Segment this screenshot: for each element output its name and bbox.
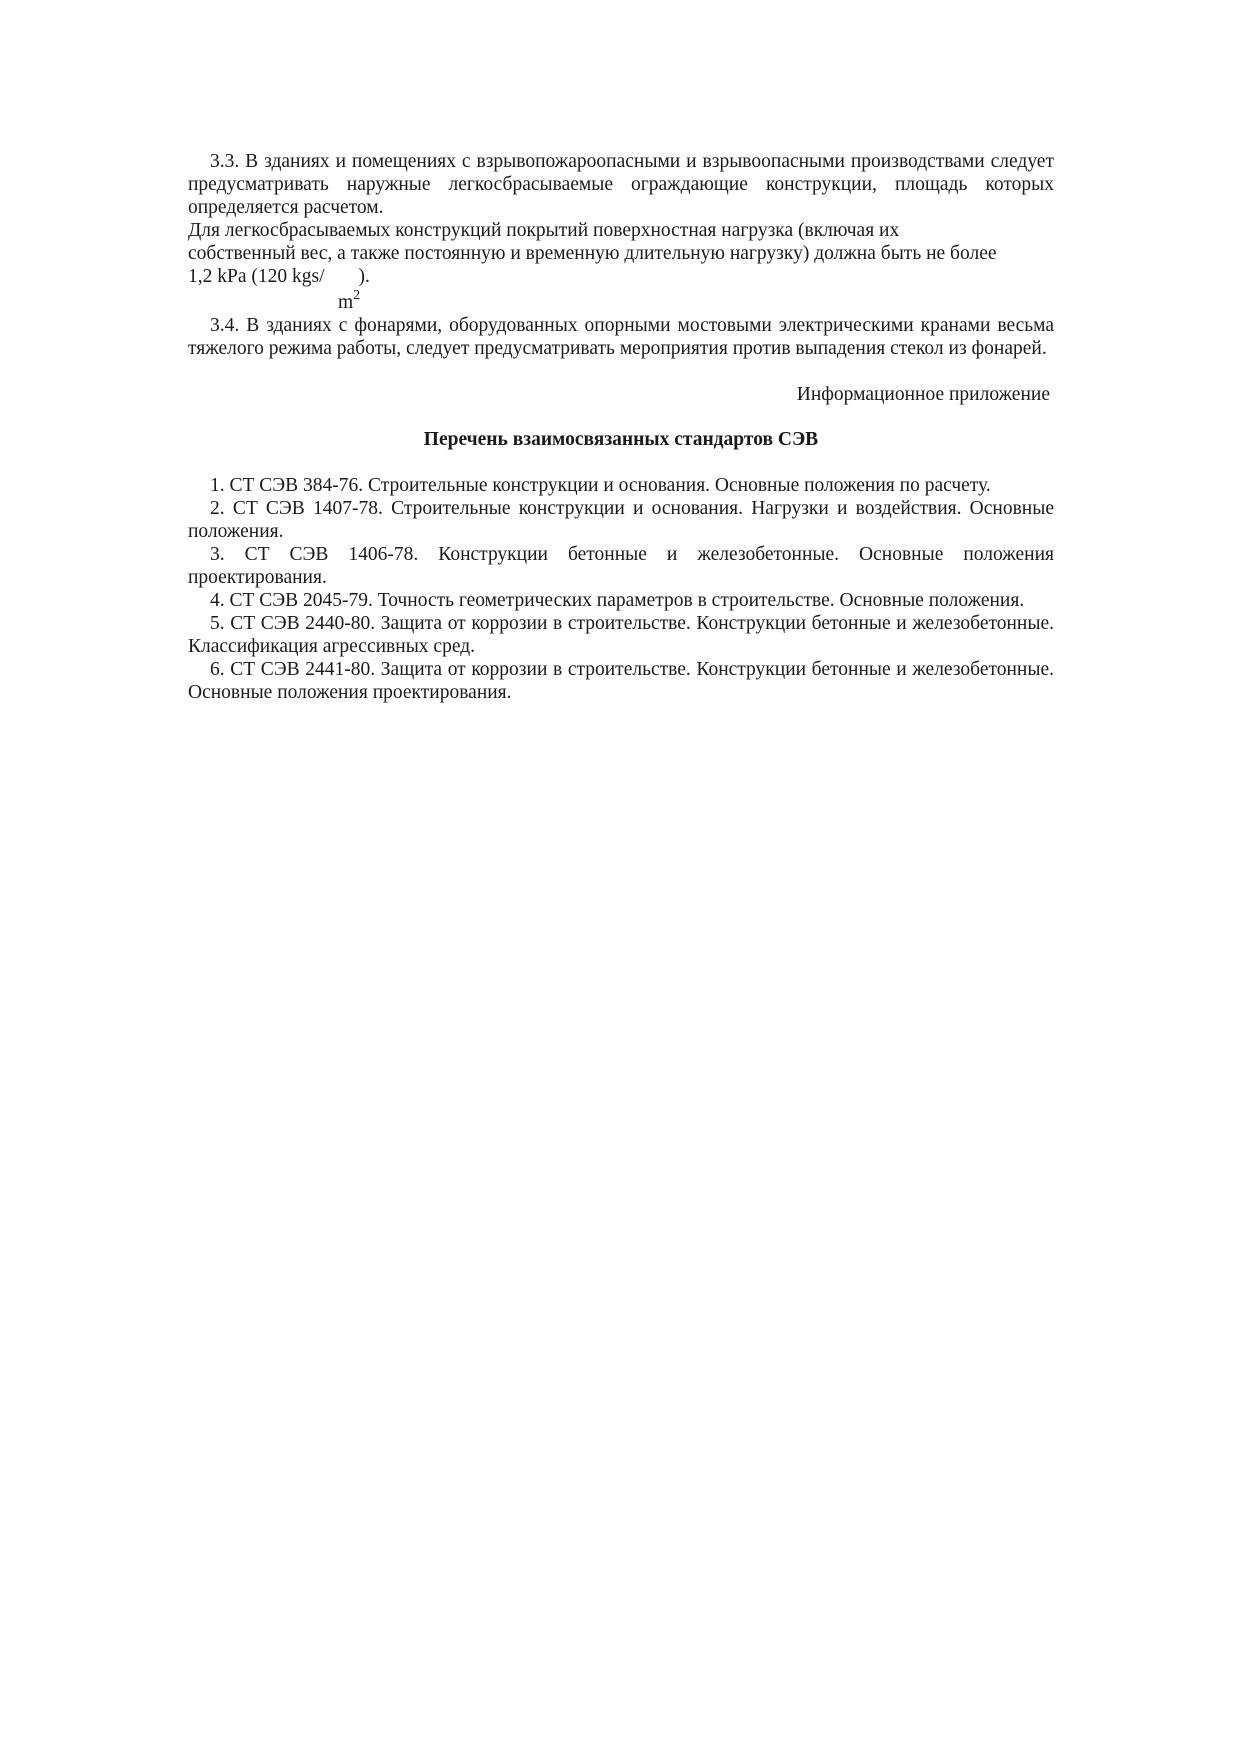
load-value-close: ). (358, 266, 370, 287)
paragraph-3-3: 3.3. В зданиях и помещениях с взрывопожароопасными и взрывоопасными производствами следует предусматривать наружные легкосбрасываемые ограждающие конструкции, площадь которых определяется расчетом. (188, 151, 1054, 218)
load-value-line (188, 265, 1054, 313)
load-unit-exponent: 2 (353, 288, 361, 303)
standards-list (188, 474, 1054, 704)
paragraph-3-4: 3.4. В зданиях с фонарями, оборудованных опорными мостовыми электрическими кранами весьма тяжелого режима работы, следует предусматривать мероприятия против выпадения стекол из фонарей. (188, 315, 1054, 359)
page-content (188, 150, 1054, 704)
list-item: 4. СТ СЭВ 2045-79. Точность геометрических параметров в строительстве. Основные положения. (210, 590, 1025, 611)
list-item: 3. СТ СЭВ 1406-78. Конструкции бетонные и железобетонные. Основные положения проектирования. (188, 544, 1054, 588)
load-unit (338, 288, 361, 314)
list-item: 6. СТ СЭВ 2441-80. Защита от коррозии в строительстве. Конструкции бетонные и железобетонные. Основные положения проектирования. (188, 659, 1054, 703)
load-value: 1,2 kPa (120 kgs/ (188, 266, 325, 287)
paragraph-3-3-load-line-2: собственный вес, а также постоянную и временную длительную нагрузку) должна быть не более (188, 243, 997, 264)
list-item: 5. СТ СЭВ 2440-80. Защита от коррозии в строительстве. Конструкции бетонные и железобетонные. Классификация агрессивных сред. (188, 613, 1054, 657)
list-item: 1. СТ СЭВ 384-76. Строительные конструкции и основания. Основные положения по расчету. (210, 475, 991, 496)
appendix-label: Информационное приложение (796, 384, 1050, 405)
appendix-title: Перечень взаимосвязанных стандартов СЭВ (423, 429, 819, 450)
load-unit-base: m (338, 292, 354, 313)
list-item: 2. СТ СЭВ 1407-78. Строительные конструкции и основания. Нагрузки и воздействия. Основные положения. (188, 498, 1054, 542)
paragraph-3-3-load-line-1: Для легкосбрасываемых конструкций покрытий поверхностная нагрузка (включая их (188, 220, 900, 241)
